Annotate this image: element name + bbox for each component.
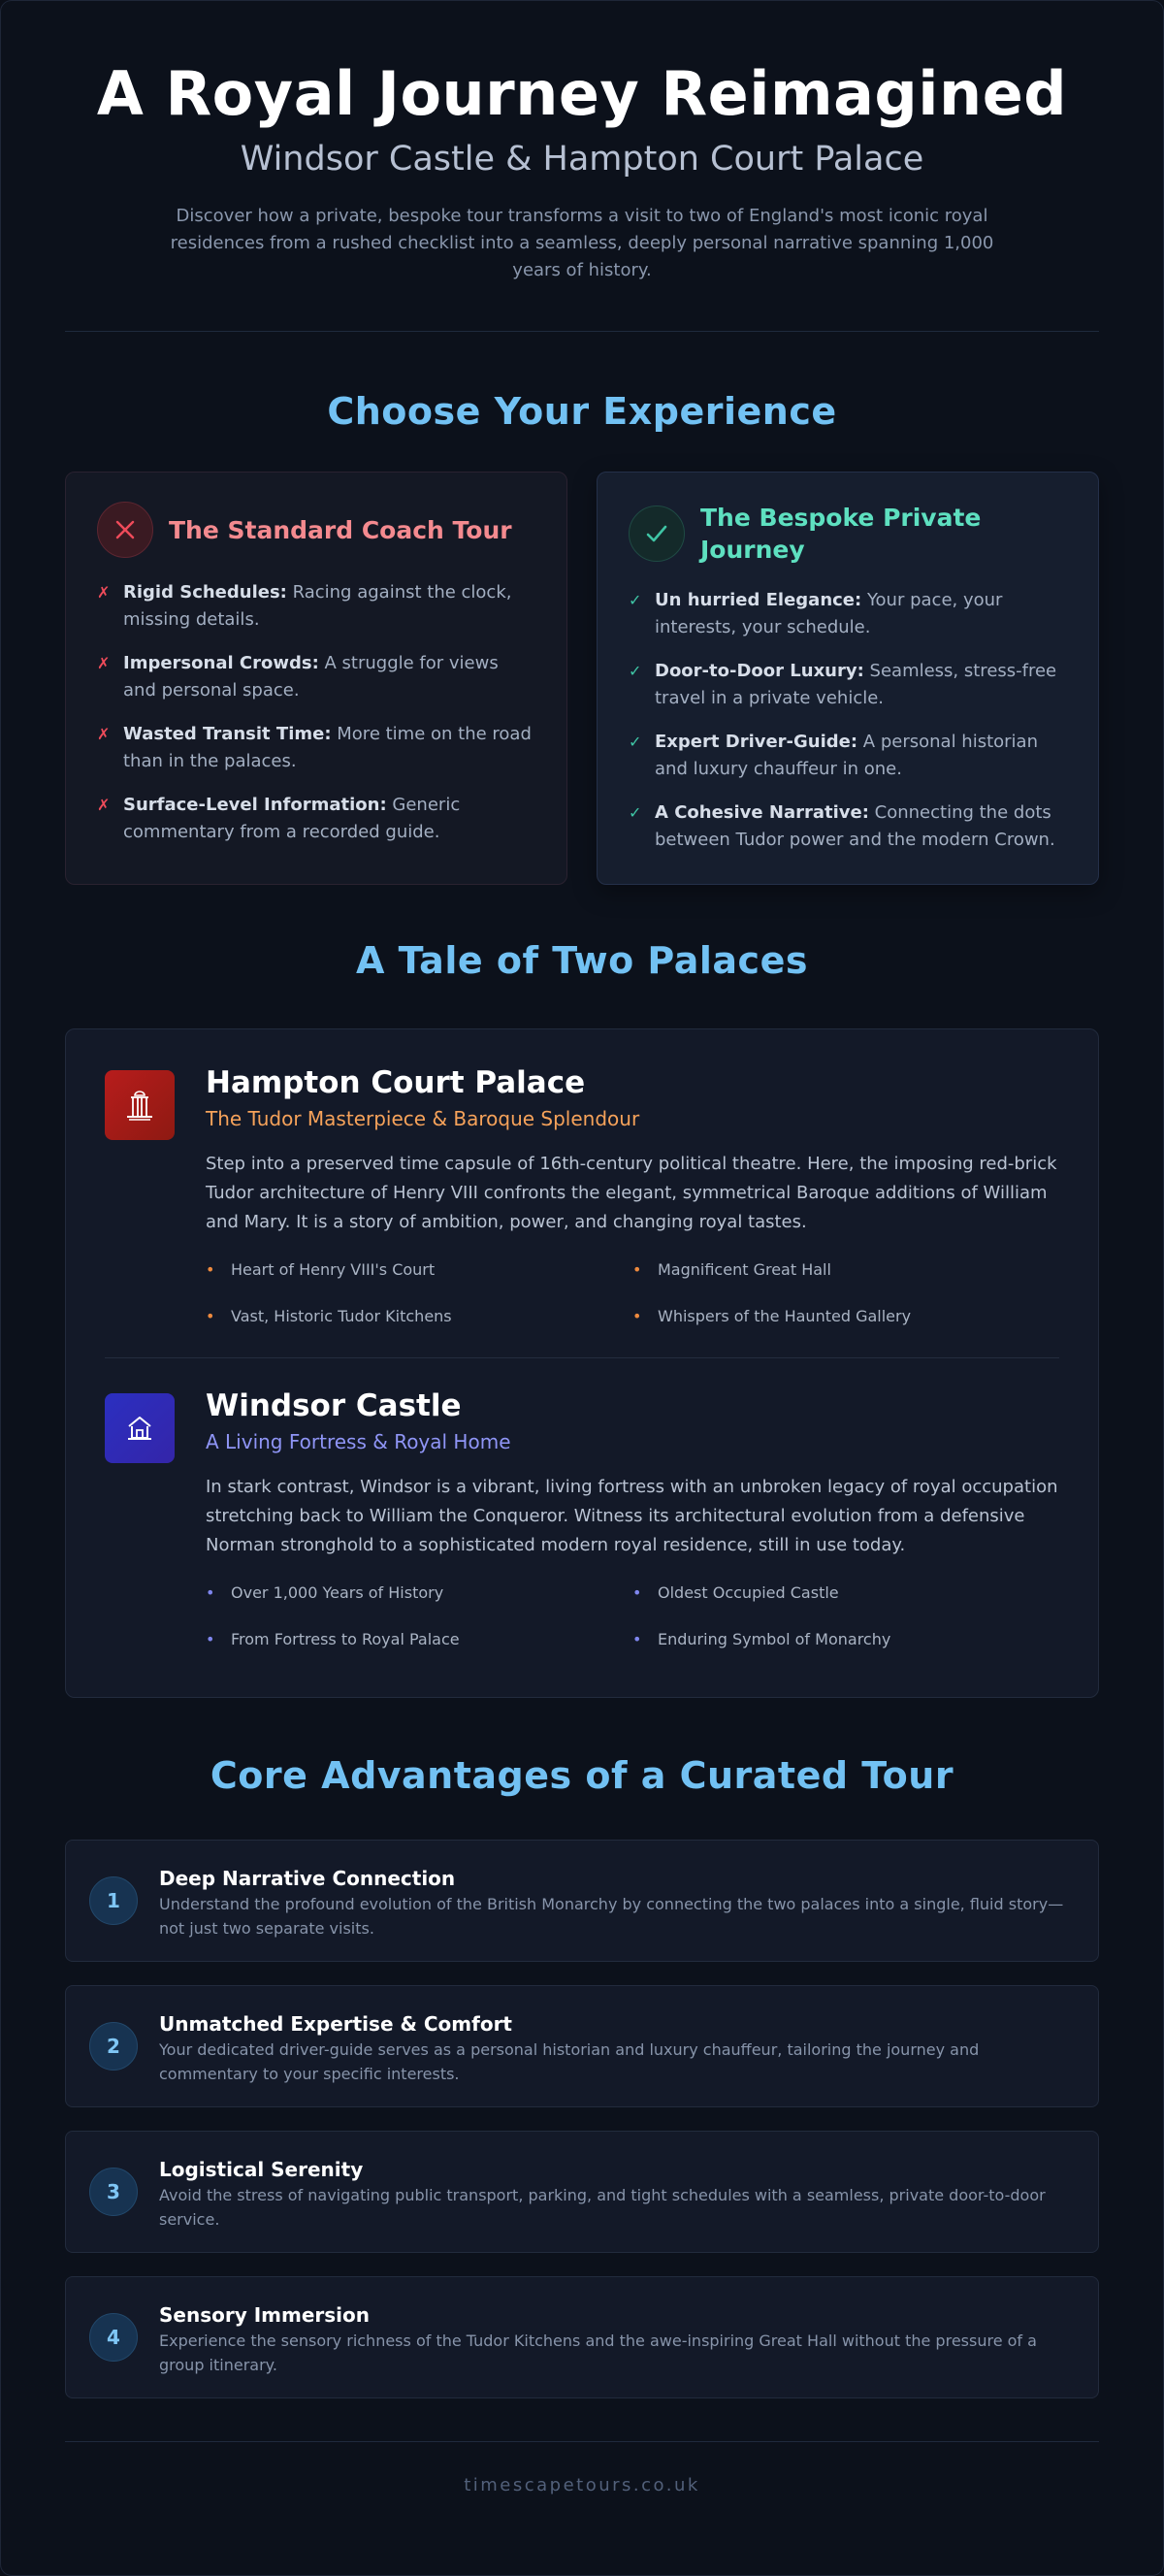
item-label: Expert Driver-Guide: (655, 732, 858, 752)
highlight-text: Over 1,000 Years of History (231, 1583, 444, 1602)
footer-divider (65, 2441, 1099, 2442)
standard-tour-list (97, 579, 535, 846)
check-mark-icon: ✓ (629, 662, 642, 680)
bullet-icon: • (632, 1260, 642, 1279)
advantage-description: Understand the profound evolution of the British Monarchy by connecting the two palaces into a single, fluid story—not just two separate visits. (159, 1895, 1064, 1938)
bullet-icon: • (632, 1630, 642, 1648)
item-text: A personal historian and luxury chauffeur in one. (655, 732, 1038, 779)
bullet-icon: • (632, 1307, 642, 1325)
standard-tour-card (65, 472, 567, 885)
advantage-description: Avoid the stress of navigating public transport, parking, and tight schedules with a seamless, private door-to-door service. (159, 2186, 1046, 2229)
list-item (629, 658, 1067, 712)
cross-mark-icon: ✗ (97, 725, 111, 743)
advantage-title: Unmatched Expertise & Comfort (159, 2012, 512, 2036)
item-label: Un hurried Elegance: (655, 590, 862, 610)
palace-name: Windsor Castle (206, 1388, 462, 1423)
close-icon (97, 502, 153, 558)
castle-icon (105, 1393, 175, 1463)
item-label: Impersonal Crowds: (123, 653, 319, 673)
item-label: Wasted Transit Time: (123, 724, 332, 744)
bespoke-journey-title: The Bespoke Private Journey (700, 504, 982, 564)
bespoke-journey-list (629, 587, 1067, 854)
advantage-title: Logistical Serenity (159, 2158, 364, 2181)
highlight-item (206, 1624, 632, 1655)
bespoke-journey-card (597, 472, 1099, 885)
advantage-number-badge: 4 (89, 2313, 138, 2362)
cross-mark-icon: ✗ (97, 796, 111, 814)
highlight-item (632, 1578, 1059, 1609)
bullet-icon: • (206, 1630, 215, 1648)
list-item (629, 799, 1067, 854)
item-text: A struggle for views and personal space. (123, 653, 499, 701)
advantage-description: Your dedicated driver-guide serves as a personal historian and luxury chauffeur, tailoring the journey and commentary to your specific interests. (159, 2040, 980, 2083)
highlight-text: From Fortress to Royal Palace (231, 1630, 460, 1648)
cross-mark-icon: ✗ (97, 654, 111, 672)
highlight-text: Vast, Historic Tudor Kitchens (231, 1307, 452, 1325)
list-item (97, 650, 535, 704)
page-subtitle: Windsor Castle & Hampton Court Palace (240, 140, 924, 179)
highlight-item (632, 1255, 1059, 1286)
standard-tour-title: The Standard Coach Tour (169, 515, 512, 544)
highlight-text: Heart of Henry VIII's Court (231, 1260, 436, 1279)
item-label: Surface-Level Information: (123, 795, 387, 815)
palaces-panel (65, 1028, 1099, 1698)
palace-gate-icon (105, 1070, 175, 1140)
palace-description: In stark contrast, Windsor is a vibrant, living fortress with an unbroken legacy of royal occupation stretching back to William the Conqueror. Witness its architectural evolution from a defensive Norman stronghold to a sophisticated modern royal residence, still in use today. (206, 1477, 1058, 1555)
advantage-card (65, 1985, 1099, 2107)
advantage-number-badge: 3 (89, 2168, 138, 2216)
cross-mark-icon: ✗ (97, 583, 111, 602)
bullet-icon: • (206, 1583, 215, 1602)
advantage-content (159, 2157, 1075, 2232)
header (1, 1, 1163, 284)
palace-highlights (206, 1255, 1059, 1332)
advantage-title: Deep Narrative Connection (159, 1867, 456, 1890)
item-text: Connecting the dots between Tudor power and the modern Crown. (655, 802, 1055, 850)
highlight-item (206, 1301, 632, 1332)
palace-name: Hampton Court Palace (206, 1065, 586, 1100)
highlight-item (206, 1578, 632, 1609)
palace-highlights (206, 1578, 1059, 1655)
advantage-title: Sensory Immersion (159, 2303, 371, 2327)
list-item (629, 587, 1067, 641)
advantage-content (159, 1866, 1075, 1940)
bullet-icon: • (632, 1583, 642, 1602)
advantage-card (65, 2131, 1099, 2253)
item-text: More time on the road than in the palaces. (123, 724, 532, 771)
item-text: Generic commentary from a recorded guide. (123, 795, 461, 842)
palace-tagline: The Tudor Masterpiece & Baroque Splendour (206, 1107, 640, 1130)
advantages-section-title: Core Advantages of a Curated Tour (210, 1754, 954, 1797)
advantage-card (65, 1840, 1099, 1962)
experience-section-title: Choose Your Experience (327, 390, 837, 433)
bullet-icon: • (206, 1260, 215, 1279)
palace-tagline: A Living Fortress & Royal Home (206, 1430, 511, 1453)
list-item (97, 579, 535, 634)
advantage-card (65, 2276, 1099, 2398)
page-title: A Royal Journey Reimagined (96, 58, 1068, 129)
hampton-court-block (105, 1065, 1059, 1332)
windsor-castle-content (206, 1388, 1059, 1655)
item-label: Rigid Schedules: (123, 582, 287, 603)
advantage-description: Experience the sensory richness of the Tudor Kitchens and the awe-inspiring Great Hall without the pressure of a group itinerary. (159, 2331, 1037, 2374)
list-item (629, 729, 1067, 783)
highlight-item (632, 1301, 1059, 1332)
item-text: Racing against the clock, missing details. (123, 582, 512, 630)
highlight-text: Magnificent Great Hall (658, 1260, 831, 1279)
palaces-section-title: A Tale of Two Palaces (356, 939, 808, 982)
advantage-content (159, 2302, 1075, 2377)
item-text: Seamless, stress-free travel in a private vehicle. (655, 661, 1057, 708)
palace-description: Step into a preserved time capsule of 16th-century political theatre. Here, the imposing red-brick Tudor architecture of Henry VIII confronts the elegant, symmetrical Baroque additions of William and Mary. It is a story of ambition, power, and changing royal tastes. (206, 1154, 1057, 1232)
check-mark-icon: ✓ (629, 803, 642, 822)
list-item (97, 792, 535, 846)
advantage-content (159, 2011, 1075, 2086)
intro-text: Discover how a private, bespoke tour transforms a visit to two of England's most iconic royal residences from a rushed checklist into a seamless, deeply personal narrative spanning 1,000 years of history. (170, 206, 994, 280)
advantage-number-badge: 1 (89, 1876, 138, 1925)
highlight-text: Whispers of the Haunted Gallery (658, 1307, 912, 1325)
windsor-castle-block (105, 1388, 1059, 1655)
bullet-icon: • (206, 1307, 215, 1325)
bespoke-journey-header (629, 502, 1067, 566)
item-label: Door-to-Door Luxury: (655, 661, 864, 681)
checkmark-icon (629, 505, 685, 562)
item-text: Your pace, your interests, your schedule. (655, 590, 1003, 637)
item-label: A Cohesive Narrative: (655, 802, 869, 823)
check-mark-icon: ✓ (629, 733, 642, 751)
hampton-court-content (206, 1065, 1059, 1332)
footer-site-link[interactable]: timescapetours.co.uk (464, 2475, 700, 2495)
highlight-text: Enduring Symbol of Monarchy (658, 1630, 891, 1648)
header-divider (65, 331, 1099, 332)
list-item (97, 721, 535, 775)
experience-comparison (65, 472, 1099, 885)
highlight-item (632, 1624, 1059, 1655)
advantages-list (65, 1840, 1099, 2398)
advantage-number-badge: 2 (89, 2022, 138, 2071)
check-mark-icon: ✓ (629, 591, 642, 609)
highlight-item (206, 1255, 632, 1286)
palace-divider (105, 1357, 1059, 1358)
highlight-text: Oldest Occupied Castle (658, 1583, 839, 1602)
standard-tour-header (97, 502, 535, 558)
